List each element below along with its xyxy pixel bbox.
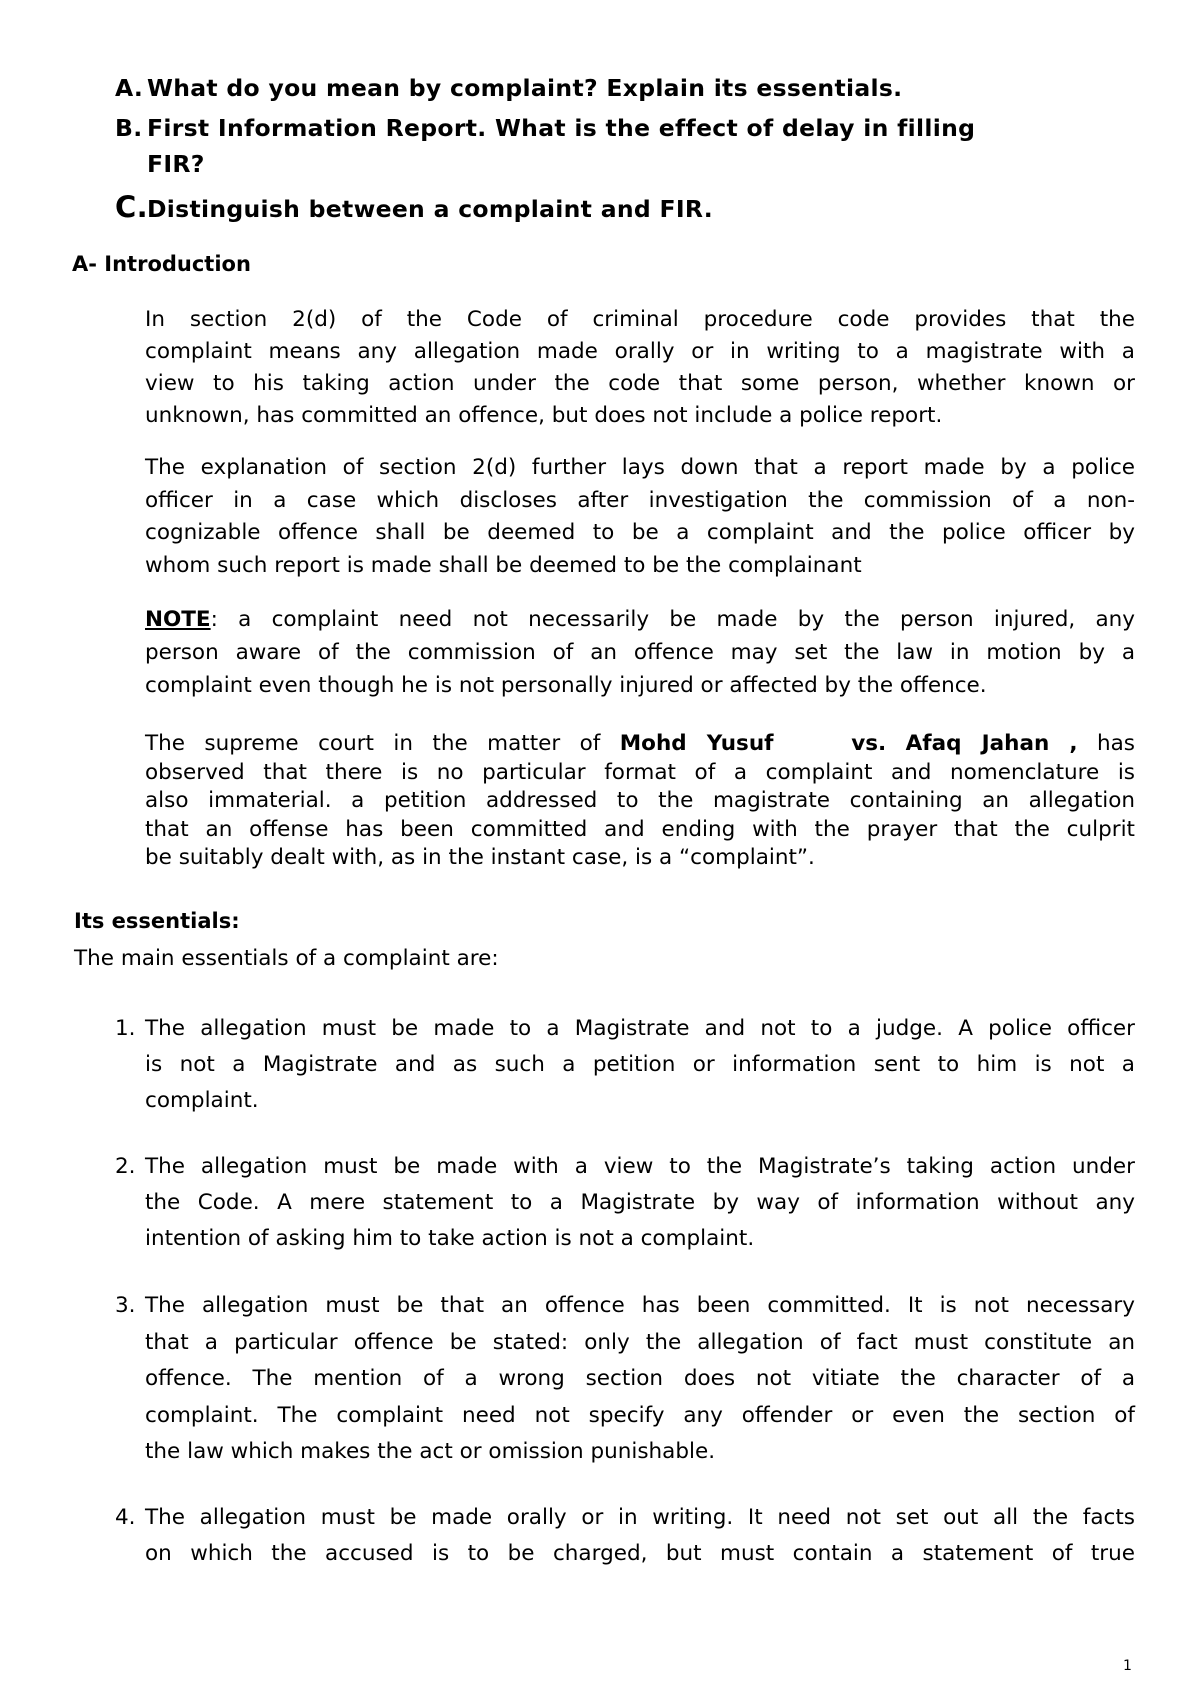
- note-label: NOTE: [145, 607, 211, 632]
- line: also immaterial. a petition addressed to the magistrate containing an allegation: [145, 788, 1135, 813]
- question-text: Distinguish between a complaint and FIR.: [147, 195, 713, 223]
- line: complaint even though he is not personally injured or affected by the offence.: [145, 673, 987, 698]
- explanation-paragraph: [145, 452, 1135, 582]
- line: officer in a case which discloses after investigation the commission of a non-: [145, 487, 1135, 513]
- question-label: B.: [115, 114, 143, 142]
- note-text: : a complaint need not necessarily be made by the person injured, any: [210, 607, 1135, 632]
- essentials-intro: The main essentials of a complaint are:: [74, 946, 499, 971]
- line: offence. The mention of a wrong section does not vitiate the character of a: [145, 1366, 1135, 1391]
- line: In section 2(d) of the Code of criminal procedure code provides that the: [145, 307, 1135, 332]
- line: The allegation must be that an offence has been committed. It is not necessary: [145, 1293, 1135, 1318]
- question-b: [115, 114, 975, 142]
- intro-heading: A- Introduction: [72, 252, 251, 276]
- line: person aware of the commission of an offence may set the law in motion by a: [145, 640, 1135, 665]
- line: view to his taking action under the code that some person, whether known or: [145, 371, 1135, 396]
- line: the law which makes the act or omission punishable.: [145, 1439, 716, 1464]
- list-item: [145, 1500, 1135, 1572]
- list-number: 4.: [115, 1505, 136, 1530]
- line: intention of asking him to take action is not a complaint.: [145, 1226, 755, 1251]
- list-number: 2.: [115, 1154, 136, 1179]
- line: [145, 603, 1135, 636]
- line: The allegation must be made to a Magistrate and not to a judge. A police officer: [145, 1016, 1135, 1041]
- line: the Code. A mere statement to a Magistrate by way of information without any: [145, 1190, 1135, 1215]
- list-item: [145, 1149, 1135, 1257]
- line: is not a Magistrate and as such a petition or information sent to him is not a: [145, 1052, 1135, 1077]
- line: that an offense has been committed and ending with the prayer that the culprit: [145, 816, 1135, 842]
- page-number: 1: [1123, 1658, 1132, 1674]
- case-name: Afaq Jahan ,: [905, 731, 1078, 756]
- list-number: 3.: [115, 1293, 136, 1318]
- line: [145, 730, 1135, 759]
- line: be suitably dealt with, as in the instant case, is a “complaint”.: [145, 845, 815, 870]
- essentials-heading: Its essentials:: [74, 909, 240, 933]
- case-text: The supreme court in the matter of: [145, 731, 620, 756]
- line: that a particular offence be stated: only the allegation of fact must constitute an: [145, 1329, 1135, 1355]
- line: on which the accused is to be charged, but must contain a statement of true: [145, 1541, 1135, 1566]
- line: complaint.: [145, 1088, 259, 1113]
- line: The explanation of section 2(d) further lays down that a report made by a police: [145, 455, 1135, 480]
- line: The allegation must be made with a view to the Magistrate’s taking action under: [145, 1154, 1135, 1179]
- line: whom such report is made shall be deemed to be the complainant: [145, 552, 862, 578]
- case-text: has: [1096, 731, 1135, 756]
- line: complaint means any allegation made orally or in writing to a magistrate with a: [145, 339, 1135, 364]
- list-item: [145, 1288, 1135, 1471]
- question-a: [115, 74, 902, 102]
- question-c: [115, 190, 713, 224]
- question-text: First Information Report. What is the effect of delay in filling: [147, 114, 976, 142]
- note-paragraph: [145, 603, 1135, 702]
- question-b-cont: FIR?: [147, 150, 205, 178]
- line: cognizable offence shall be deemed to be a complaint and the police officer by: [145, 520, 1135, 545]
- line: unknown, has committed an offence, but does not include a police report.: [145, 403, 943, 428]
- intro-paragraph: [145, 304, 1135, 432]
- question-label: A.: [115, 74, 144, 102]
- list-item: [145, 1011, 1135, 1119]
- line: observed that there is no particular format of a complaint and nomenclature is: [145, 759, 1135, 785]
- case-paragraph: [145, 730, 1135, 873]
- question-label: C.: [115, 190, 148, 224]
- line: complaint. The complaint need not specify any offender or even the section of: [145, 1402, 1135, 1428]
- question-text: What do you mean by complaint? Explain its essentials.: [147, 74, 903, 102]
- case-name: Mohd Yusuf: [619, 731, 774, 756]
- list-number: 1.: [115, 1016, 136, 1041]
- line: The allegation must be made orally or in writing. It need not set out all the facts: [145, 1505, 1135, 1530]
- case-vs: vs.: [851, 731, 887, 756]
